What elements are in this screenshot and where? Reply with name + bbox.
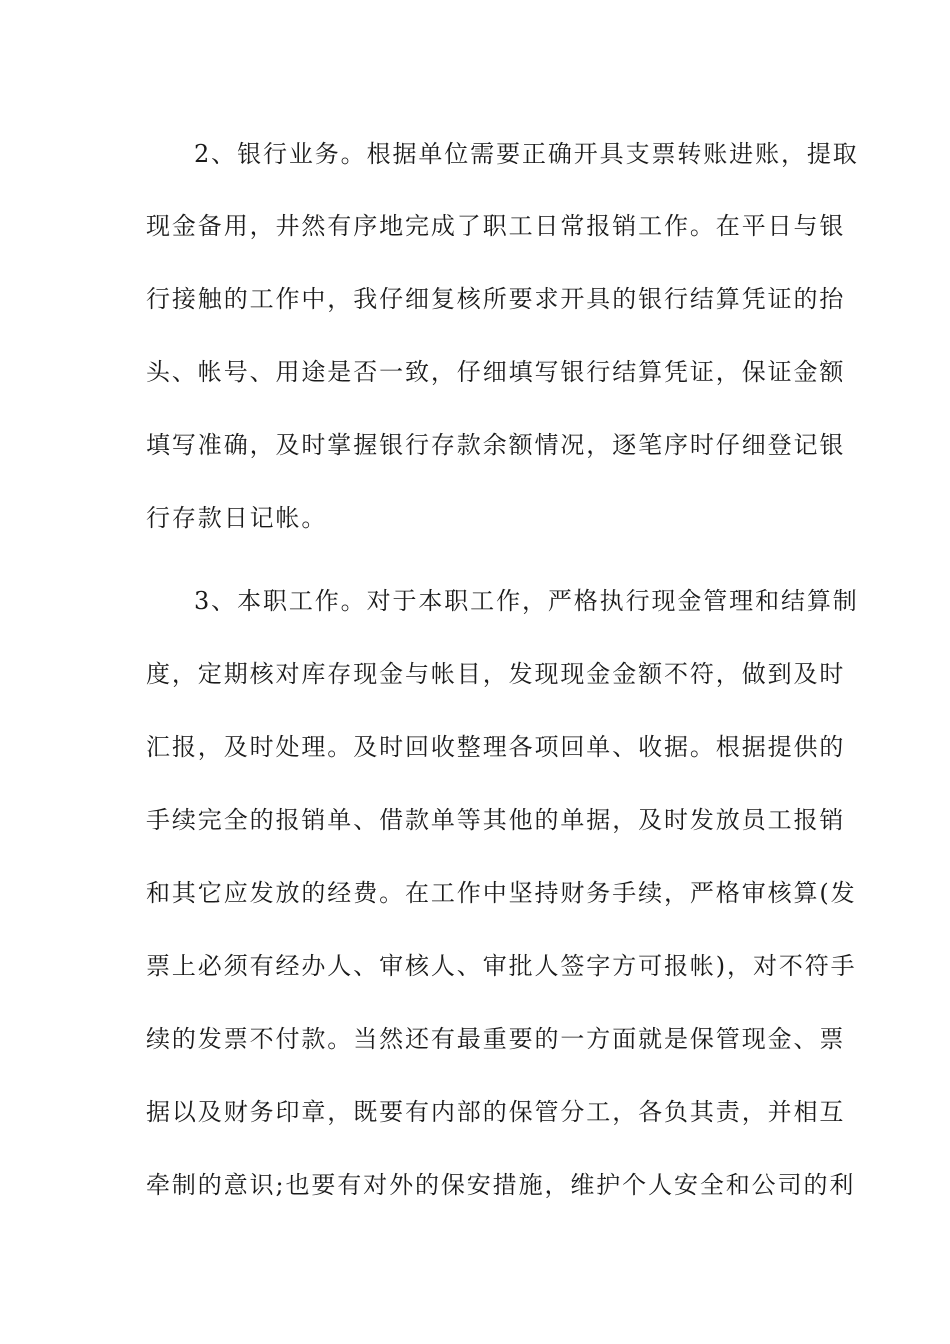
paragraph-line: 汇报，及时处理。及时回收整理各项回单、收据。根据提供的	[146, 733, 846, 761]
paragraph-line: 2、银行业务。根据单位需要正确开具支票转账进账，提取	[194, 140, 859, 168]
paragraph-line: 手续完全的报销单、借款单等其他的单据，及时发放员工报销	[146, 806, 846, 834]
paragraph-line: 票上必须有经办人、审核人、审批人签字方可报帐)，对不符手	[146, 952, 857, 980]
paragraph-line: 牵制的意识;也要有对外的保安措施，维护个人安全和公司的利	[146, 1171, 856, 1199]
paragraph-line: 头、帐号、用途是否一致，仔细填写银行结算凭证，保证金额	[146, 358, 846, 386]
paragraph-line: 行存款日记帐。	[146, 504, 328, 532]
paragraph-line: 和其它应发放的经费。在工作中坚持财务手续，严格审核算(发	[146, 879, 857, 907]
paragraph-line: 据以及财务印章，既要有内部的保管分工，各负其责，并相互	[146, 1098, 846, 1126]
paragraph-line: 度，定期核对库存现金与帐目，发现现金金额不符，做到及时	[146, 660, 846, 688]
paragraph-line: 3、本职工作。对于本职工作，严格执行现金管理和结算制	[194, 587, 859, 615]
paragraph-line: 行接触的工作中，我仔细复核所要求开具的银行结算凭证的抬	[146, 285, 846, 313]
paragraph-line: 填写准确，及时掌握银行存款余额情况，逐笔序时仔细登记银	[146, 431, 846, 459]
paragraph-line: 续的发票不付款。当然还有最重要的一方面就是保管现金、票	[146, 1025, 846, 1053]
paragraph-line: 现金备用，井然有序地完成了职工日常报销工作。在平日与银	[146, 212, 846, 240]
